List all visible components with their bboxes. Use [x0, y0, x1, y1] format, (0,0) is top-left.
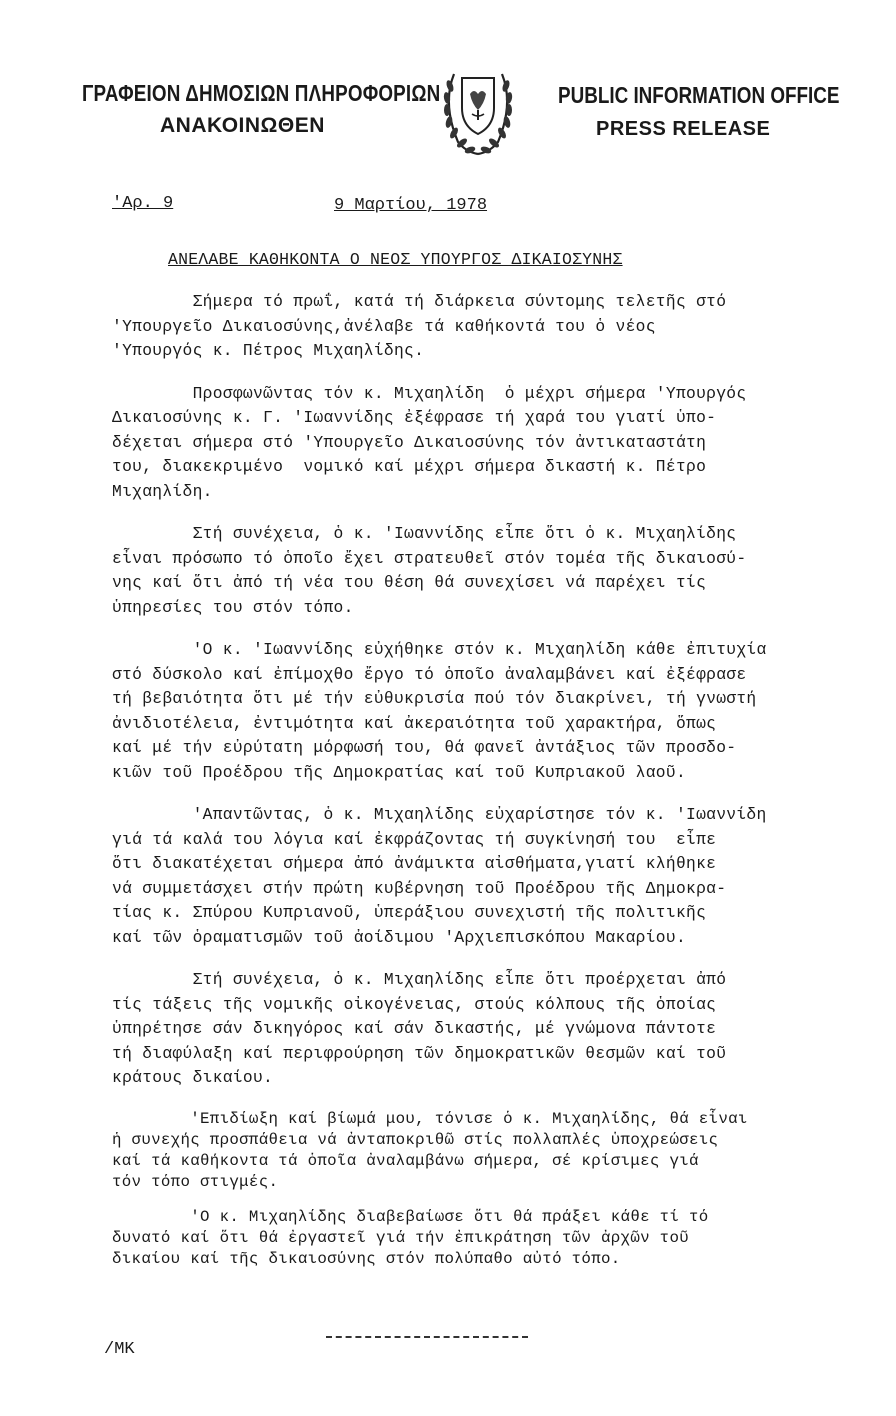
paragraph-line: εἶναι πρόσωπο τό ὁποῖο ἔχει στρατευθεῖ στόν τομέα τῆς δικαιοσύ-	[112, 548, 747, 568]
release-number	[112, 194, 173, 213]
typist-initials: /MK	[104, 1340, 135, 1359]
release-number-text: 'Αρ. 9	[112, 194, 174, 213]
paragraph-line: 'Υπουργός κ. Πέτρος Μιχαηλίδης.	[112, 341, 425, 360]
paragraph-line: τή βεβαιότητα ὅτι μέ τήν εὐθυκρισία πού τόν διακρίνει, τή γνωστή	[112, 689, 757, 708]
paragraph	[112, 382, 812, 505]
paragraph-line: 'Υπουργεῖο Δικαιοσύνης,ἀνέλαβε τά καθήκοντά του ὁ νέος	[112, 316, 656, 336]
end-separator	[326, 1336, 528, 1338]
paragraph-line: ἡ συνεχής προσπάθεια νά ἀνταποκριθῶ στίς πολλαπλές ὑποχρεώσεις	[112, 1130, 719, 1149]
cyprus-coat-of-arms-icon	[436, 64, 520, 160]
paragraph-line: στό δύσκολο καί ἐπίμοχθο ἔργο τό ὁποῖο ἀναλαμβάνει καί ἐξέφρασε	[112, 664, 747, 684]
paragraph-line: καί τά καθήκοντα τά ὁποῖα ἀναλαμβάνω σήμερα, σέ κρίσιμες γιά	[112, 1151, 699, 1170]
greek-office-title: ΓΡΑΦΕΙΟΝ ΔΗΜΟΣΙΩΝ ΠΛΗΡΟΦΟΡΙΩΝ	[82, 80, 441, 106]
paragraph-line: 'Ο κ. 'Ιωαννίδης εὐχήθηκε στόν κ. Μιχαηλίδη κάθε ἐπιτυχία	[112, 640, 767, 659]
paragraph-line: καί τῶν ὁραματισμῶν τοῦ ἀοίδιμου 'Αρχιεπισκόπου Μακαρίου.	[112, 927, 687, 947]
paragraph-line: ἀνιδιοτέλεια, ἐντιμότητα καί ἀκεραιότητα τοῦ χαρακτήρα, ὅπως	[112, 713, 717, 733]
paragraph	[112, 638, 812, 785]
paragraph-line: ὅτι διακατέχεται σήμερα ἀπό ἀνάμικτα αἰσθήματα,γιατί κλήθηκε	[112, 854, 717, 873]
paragraph-line: ὑπηρέτησε σάν δικηγόρος καί σάν δικαστής, μέ γνώμονα πάντοτε	[112, 1019, 717, 1038]
paragraph-line: δέχεται σήμερα στό 'Υπουργεῖο Δικαιοσύνης τόν ἀντικαταστάτη	[112, 432, 707, 452]
release-date: 9 Μαρτίου, 1978	[334, 196, 488, 215]
paragraph-line: κιῶν τοῦ Προέδρου τῆς Δημοκρατίας καί τοῦ Κυπριακοῦ λαοῦ.	[112, 762, 687, 782]
paragraph-line: Προσφωνῶντας τόν κ. Μιχαηλίδη ὁ μέχρι σήμερα 'Υπουργός	[112, 383, 747, 403]
paragraph-line: τίας κ. Σπύρου Κυπριανοῦ, ὑπεράξιου συνεχιστή τῆς πολιτικῆς	[112, 903, 707, 922]
paragraph-line: ὑπηρεσίες του στόν τόπο.	[112, 597, 354, 617]
paragraph-line: κράτους δικαίου.	[112, 1068, 274, 1087]
english-press-release-label: PRESS RELEASE	[596, 118, 771, 140]
headline: ΑΝΕΛΑΒΕ ΚΑΘΗΚΟΝΤΑ Ο ΝΕΟΣ ΥΠΟΥΡΓΟΣ ΔΙΚΑΙΟΣΥΝΗΣ	[168, 250, 623, 269]
paragraph	[112, 1109, 812, 1193]
paragraph-line: Μιχαηλίδη.	[112, 481, 213, 501]
greek-press-release-label: ΑΝΑΚΟΙΝΩΘΕΝ	[160, 114, 325, 137]
paragraph	[112, 1207, 812, 1270]
paragraph-line: Σήμερα τό πρωΐ, κατά τή διάρκεια σύντομης τελετῆς στό	[112, 292, 727, 311]
paragraph-line: δικαίου καί τῆς δικαιοσύνης στόν πολύπαθο αὐτό τόπο.	[112, 1249, 621, 1268]
paragraph-line: τίς τάξεις τῆς νομικῆς οἰκογένειας, στούς κόλπους τῆς ὁποίας	[112, 994, 717, 1014]
paragraph-line: τή διαφύλαξη καί περιφρούρηση τῶν δημοκρατικῶν θεσμῶν καί τοῦ	[112, 1043, 727, 1063]
paragraph-line: 'Ο κ. Μιχαηλίδης διαβεβαίωσε ὅτι θά πράξει κάθε τί τό	[112, 1207, 709, 1226]
paragraph-line: τόν τόπο στιγμές.	[112, 1172, 279, 1191]
paragraph-line: Δικαιοσύνης κ. Γ. 'Ιωαννίδης ἐξέφρασε τή χαρά του γιατί ὑπο-	[112, 408, 717, 427]
letterhead	[0, 0, 896, 170]
paragraph	[112, 968, 812, 1091]
paragraph-line: καί μέ τήν εὐρύτατη μόρφωσή του, θά φανεῖ ἀντάξιος τῶν προσδο-	[112, 738, 737, 757]
paragraph-line: 'Επιδίωξη καί βίωμά μου, τόνισε ὁ κ. Μιχαηλίδης, θά εἶναι	[112, 1109, 748, 1128]
paragraph-line: νά συμμετάσχει στήν πρώτη κυβέρνηση τοῦ Προέδρου τῆς Δημοκρα-	[112, 878, 727, 898]
paragraph-line: νης καί ὅτι ἀπό τή νέα του θέση θά συνεχίσει νά παρέχει τίς	[112, 573, 707, 592]
paragraph-line: Στή συνέχεια, ὁ κ. Μιχαηλίδης εἶπε ὅτι προέρχεται ἀπό	[112, 970, 727, 989]
paragraph	[112, 522, 812, 620]
paragraph-line: του, διακεκριμένο νομικό καί μέχρι σήμερα δικαστή κ. Πέτρο	[112, 457, 707, 476]
paragraph-line: δυνατό καί ὅτι θά ἐργαστεῖ γιά τήν ἐπικράτηση τῶν ἀρχῶν τοῦ	[112, 1228, 690, 1247]
paragraph-line: Στή συνέχεια, ὁ κ. 'Ιωαννίδης εἶπε ὅτι ὁ κ. Μιχαηλίδης	[112, 524, 737, 543]
paragraph-line: 'Απαντῶντας, ὁ κ. Μιχαηλίδης εὐχαρίστησε τόν κ. 'Ιωαννίδη	[112, 805, 767, 824]
paragraph-line: γιά τά καλά του λόγια καί ἐκφράζοντας τή συγκίνησή του εἶπε	[112, 829, 717, 849]
english-office-title: PUBLIC INFORMATION OFFICE	[558, 82, 840, 108]
paragraph	[112, 803, 812, 950]
paragraph	[112, 290, 812, 364]
press-release-body	[112, 290, 812, 1284]
